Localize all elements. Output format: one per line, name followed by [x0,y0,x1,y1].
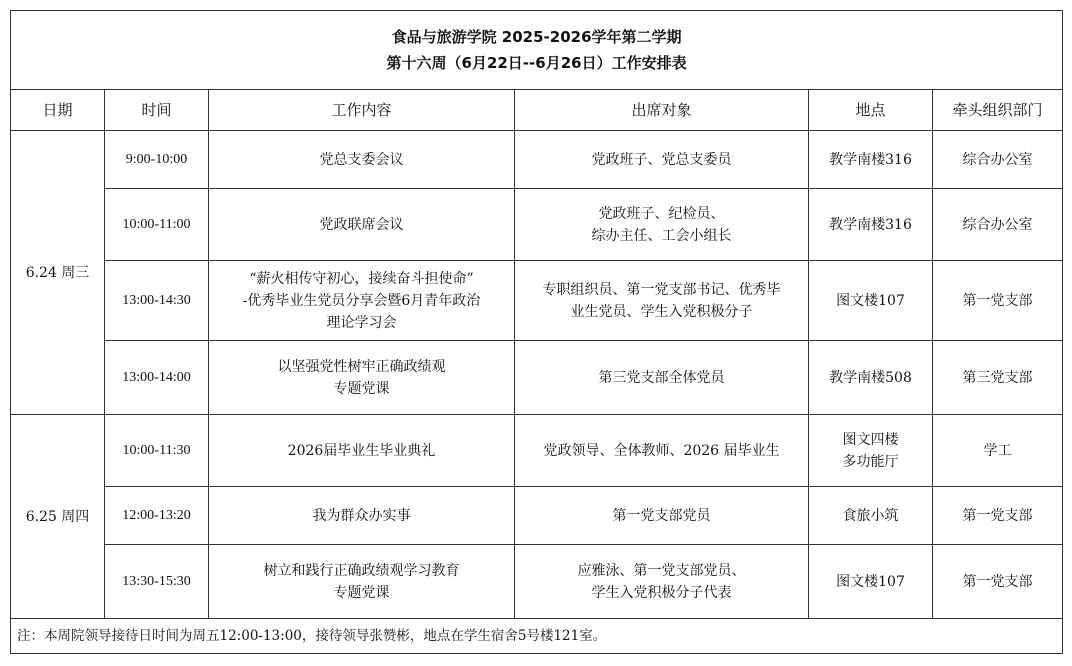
content-cell [209,545,515,619]
time-cell: 9:00-10:00 [105,131,209,189]
attendees-cell-line: 专职组织员、第一党支部书记、优秀毕 [542,281,781,298]
time-cell: 12:00-13:20 [105,487,209,545]
content-cell-line: -优秀毕业生党员分享会暨6月青年政治 [242,292,481,309]
header-department: 牵头组织部门 [933,90,1063,131]
table-row [11,415,1063,487]
location-cell-line: 教学南楼316 [829,151,912,168]
content-cell-line: 理论学习会 [326,314,397,331]
header-location: 地点 [809,90,933,131]
content-cell [209,487,515,545]
attendees-cell [515,341,809,415]
location-cell-line: 多功能厅 [842,453,899,470]
schedule-table [10,10,1063,654]
attendees-cell [515,487,809,545]
date-cell: 6.25 周四 [11,415,105,619]
location-cell-line: 图文楼107 [836,573,905,590]
location-cell [809,545,933,619]
location-cell [809,415,933,487]
table-row [11,545,1063,619]
content-cell-line: 2026届毕业生毕业典礼 [287,442,436,459]
department-cell: 第一党支部 [933,545,1063,619]
location-cell [809,487,933,545]
header-time: 时间 [105,90,209,131]
title-line-2: 第十六周（6月22日--6月26日）工作安排表 [386,54,687,72]
location-cell-line: 图文四楼 [842,431,899,448]
content-cell [209,131,515,189]
department-cell: 综合办公室 [933,131,1063,189]
header-date: 日期 [11,90,105,131]
header-row [11,90,1063,131]
attendees-cell [515,545,809,619]
table-row [11,189,1063,261]
attendees-cell-line: 学生入党积极分子代表 [591,584,732,601]
time-cell: 13:30-15:30 [105,545,209,619]
location-cell-line: 食旅小筑 [842,507,899,524]
table-row [11,261,1063,341]
location-cell-line: 教学南楼508 [829,369,912,386]
attendees-cell-line: 综办主任、工会小组长 [591,227,732,244]
time-cell: 13:00-14:00 [105,341,209,415]
content-cell-line: 我为群众办实事 [312,507,411,524]
table-row [11,131,1063,189]
attendees-cell-line: 业生党员、学生入党积极分子 [570,303,753,320]
department-cell: 第一党支部 [933,487,1063,545]
attendees-cell-line: 党政领导、全体教师、2026 届毕业生 [543,442,780,459]
table-title [11,11,1063,90]
department-cell: 第三党支部 [933,341,1063,415]
attendees-cell-line: 第三党支部全体党员 [598,369,725,386]
table-row [11,487,1063,545]
header-content: 工作内容 [209,90,515,131]
content-cell-line: 党总支委会议 [319,151,404,168]
attendees-cell [515,261,809,341]
attendees-cell-line: 党政班子、纪检员、 [598,205,725,222]
table-row [11,341,1063,415]
content-cell [209,189,515,261]
title-row [11,11,1063,90]
time-cell: 10:00-11:30 [105,415,209,487]
attendees-cell-line: 应雅泳、第一党支部党员、 [577,562,746,579]
location-cell [809,341,933,415]
time-cell: 13:00-14:30 [105,261,209,341]
location-cell-line: 图文楼107 [836,292,905,309]
attendees-cell [515,189,809,261]
content-cell-line: 党政联席会议 [319,216,404,233]
schedule-sheet [10,10,1062,654]
location-cell [809,261,933,341]
content-cell [209,341,515,415]
note-row [11,619,1063,654]
footnote: 注：本周院领导接待日时间为周五12:00-13:00，接待领导张赞彬，地点在学生宿舍5号楼121室。 [11,619,1063,654]
content-cell [209,261,515,341]
date-cell: 6.24 周三 [11,131,105,415]
content-cell-line: 树立和践行正确政绩观学习教育 [263,562,460,579]
header-attendees: 出席对象 [515,90,809,131]
content-cell-line: 专题党课 [333,584,390,601]
attendees-cell [515,415,809,487]
content-cell-line: 专题党课 [333,380,390,397]
attendees-cell-line: 党政班子、党总支委员 [591,151,732,168]
department-cell: 综合办公室 [933,189,1063,261]
content-cell [209,415,515,487]
attendees-cell-line: 第一党支部党员 [612,507,711,524]
department-cell: 学工 [933,415,1063,487]
location-cell [809,189,933,261]
content-cell-line: “薪火相传守初心，接续奋斗担使命” [249,270,474,287]
location-cell-line: 教学南楼316 [829,216,912,233]
attendees-cell [515,131,809,189]
title-line-1: 食品与旅游学院 2025-2026学年第二学期 [391,28,682,46]
time-cell: 10:00-11:00 [105,189,209,261]
department-cell: 第一党支部 [933,261,1063,341]
location-cell [809,131,933,189]
content-cell-line: 以坚强党性树牢正确政绩观 [277,358,446,375]
